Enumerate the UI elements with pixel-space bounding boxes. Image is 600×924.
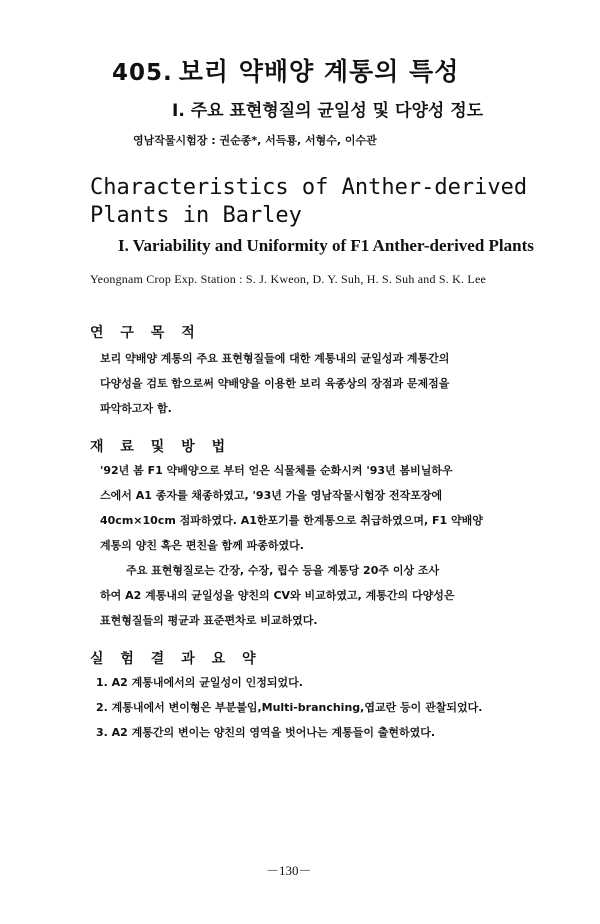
purpose-line: 파악하고자 함.: [100, 402, 172, 415]
title-english: Characteristics of Anther-derived Plants in Barley: [90, 175, 528, 228]
section-heading-methods: 재 료 및 방 법: [90, 439, 232, 455]
authors-korean: 영남작물시험장 : 권순종*, 서득룡, 서형수, 이수관: [133, 134, 377, 147]
methods-line: '92년 봄 F1 약배양으로 부터 얻은 식물체를 순화시켜 '93년 봄비닐하우: [100, 464, 453, 477]
title-korean-text: 보리 약배양 계통의 특성: [178, 57, 460, 86]
abstract-number: 405.: [112, 60, 173, 86]
subtitle-korean: I. 주요 표현형질의 균일성 및 다양성 정도: [172, 101, 484, 121]
section-heading-results: 실 험 결 과 요 약: [90, 651, 262, 667]
subtitle-english: I. Variability and Uniformity of F1 Anther-derived Plants: [118, 236, 534, 255]
methods-line: 주요 표현형질로는 간장, 수장, 립수 등을 계통당 20주 이상 조사: [126, 564, 440, 577]
methods-line: 표현형질들의 평균과 표준편차로 비교하였다.: [100, 614, 318, 627]
page-number: －130－: [266, 863, 312, 878]
methods-line: 40cm×10cm 점파하였다. A1한포기를 한계통으로 취급하였으며, F1 약배양: [100, 514, 483, 527]
result-item: 2. 계통내에서 변이형은 부분불임,Multi-branching,엽교란 등이 관찰되었다.: [96, 701, 483, 714]
purpose-line: 보리 약배양 계통의 주요 표현형질들에 대한 계통내의 균일성과 계통간의: [100, 352, 450, 365]
title-korean: [112, 52, 459, 88]
purpose-line: 다양성을 검토 함으로써 약배양을 이용한 보리 육종상의 장점과 문제점을: [100, 377, 450, 390]
methods-line: 하여 A2 계통내의 균일성을 양친의 CV와 비교하였고, 계통간의 다양성은: [100, 589, 455, 602]
methods-line: 스에서 A1 종자를 채종하였고, '93년 가을 영남작물시험장 전작포장에: [100, 489, 443, 502]
result-item: 1. A2 계통내에서의 균일성이 인정되었다.: [96, 676, 303, 689]
methods-line: 계통의 양친 혹은 편친을 함께 파종하였다.: [100, 539, 304, 552]
result-item: 3. A2 계통간의 변이는 양친의 영역을 벗어나는 계통들이 출현하였다.: [96, 726, 436, 739]
authors-english: Yeongnam Crop Exp. Station : S. J. Kweon, D. Y. Suh, H. S. Suh and S. K. Lee: [90, 272, 486, 286]
section-heading-purpose: 연 구 목 적: [90, 325, 201, 341]
